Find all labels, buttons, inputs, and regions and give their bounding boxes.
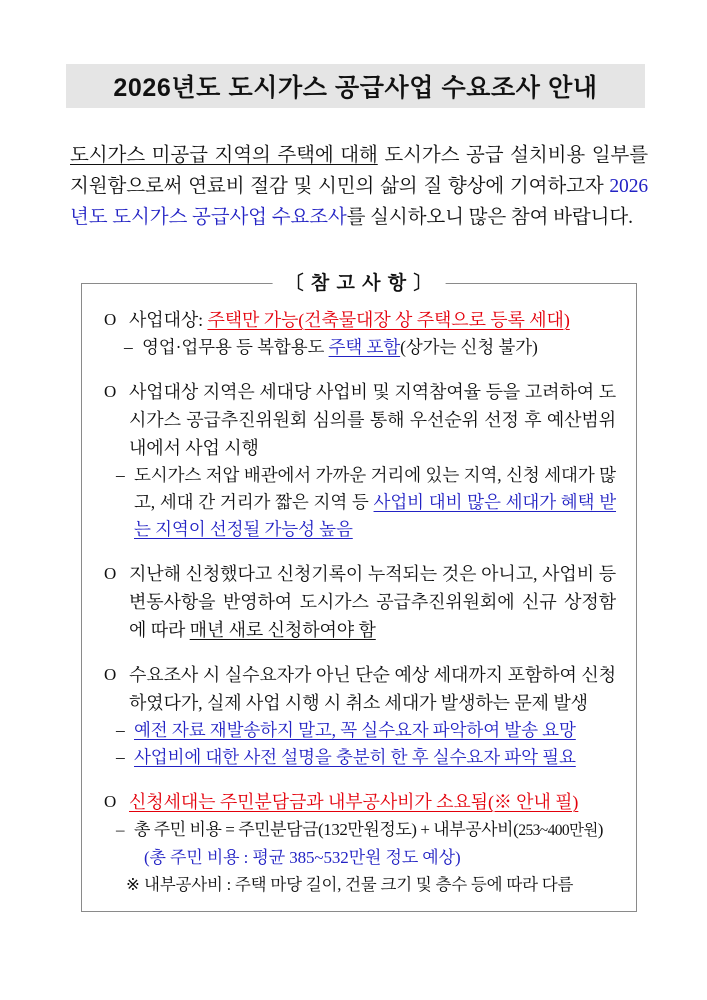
item-3-emphasis: 매년 새로 신청하여야 함 xyxy=(189,620,376,640)
list-item xyxy=(104,661,616,771)
item-1-sub-emphasis: 주택 포함 xyxy=(328,337,401,357)
item-5-cost-text-a: 총 주민 비용 = 주민분담금(132만원정도) + 내부공사비( xyxy=(134,820,519,839)
dash-marker-icon: – xyxy=(116,465,125,485)
reference-box-header: 〔 참 고 사 항 〕 xyxy=(273,268,446,295)
dash-marker-icon: – xyxy=(116,820,125,839)
dash-marker-icon: – xyxy=(124,337,133,357)
item-4-main xyxy=(104,661,616,717)
page-title-band xyxy=(66,64,645,108)
item-1-sub-pre: 영업·업무용 등 복합용도 xyxy=(142,337,329,357)
item-5-cost-range: 253~400만원 xyxy=(518,822,598,839)
item-5-average-post: 정도 예상) xyxy=(381,848,461,867)
intro-tail: 를 실시하오니 많은 참여 바랍니다. xyxy=(346,207,633,228)
item-5-cost-text-c: ) xyxy=(597,820,603,839)
bullet-circle-icon: O xyxy=(104,792,117,811)
item-2-sub-emphasis: 사업비 대비 많은 세대가 혜택 받는 지역이 선정될 가능성 높음 xyxy=(134,492,617,539)
reference-box xyxy=(81,273,637,912)
item-4-sub-2 xyxy=(104,744,616,771)
item-2-main xyxy=(104,378,616,462)
list-item xyxy=(104,788,616,898)
item-1-main xyxy=(104,306,616,334)
item-4-text: 수요조사 시 실수요자가 아닌 단순 예상 세대까지 포함하여 신청하였다가, 실제 사업 시행 시 취소 세대가 발생하는 문제 발생 xyxy=(129,665,616,713)
item-1-sub-post: (상가는 신청 불가) xyxy=(400,337,538,357)
item-4-sub-1-text: 예전 자료 재발송하지 말고, 꼭 실수요자 파악하여 발송 요망 xyxy=(134,720,576,740)
item-4-sub-1 xyxy=(104,717,616,744)
item-3-text: 지난해 신청했다고 신청기록이 누적되는 것은 아니고, 사업비 등 변동사항을 반영하여 도시가스 공급추진위원회에 신규 상정함에 따라 xyxy=(129,564,616,640)
intro-highlight-survey: 2026년도 도시가스 공급사업 수요조사 xyxy=(70,176,648,228)
list-item xyxy=(104,378,616,543)
item-2-sub-pre: 도시가스 저압 배관에서 가까운 거리에 있는 지역, 신청 세대가 많고, 세대 간 거리가 짧은 지역 등 xyxy=(134,465,616,512)
bullet-circle-icon: O xyxy=(104,310,117,329)
dash-marker-icon: – xyxy=(116,720,125,740)
reference-mark-icon: ※ xyxy=(126,875,140,894)
list-item xyxy=(104,306,616,361)
item-3-main xyxy=(104,560,616,644)
page-title: 2026년도 도시가스 공급사업 수요조사 안내 xyxy=(113,74,598,102)
intro-paragraph xyxy=(70,140,648,233)
intro-body: 도시가스 공급 설치비용 일부를 지원함으로써 연료비 절감 및 시민의 삶의 질 향상에 기여하고자 xyxy=(70,145,648,197)
item-5-cost-breakdown xyxy=(104,816,616,844)
item-5-note xyxy=(104,871,616,898)
item-4-sub-2-text: 사업비에 대한 사전 설명을 충분히 한 후 실수요자 파악 필요 xyxy=(134,747,576,767)
bullet-circle-icon: O xyxy=(104,382,117,401)
list-item xyxy=(104,560,616,644)
dash-marker-icon: – xyxy=(116,747,125,767)
item-1-emphasis: 주택만 가능(건축물대장 상 주택으로 등록 세대) xyxy=(207,310,570,330)
reference-box-content xyxy=(82,284,636,911)
intro-underlined-lead: 도시가스 미공급 지역의 주택에 대해 xyxy=(70,145,378,166)
item-5-note-text: 내부공사비 : 주택 마당 길이, 건물 크기 및 층수 등에 따라 다름 xyxy=(144,875,574,894)
item-2-sub xyxy=(104,462,616,543)
item-5-emphasis: 신청세대는 주민분담금과 내부공사비가 소요됨(※ 안내 필) xyxy=(129,792,579,812)
item-1-sub xyxy=(104,334,616,361)
bullet-circle-icon: O xyxy=(104,564,117,583)
item-5-main xyxy=(104,788,616,816)
bullet-circle-icon: O xyxy=(104,665,117,684)
item-5-average-amount: 385~532만원 xyxy=(289,848,382,867)
item-2-text: 사업대상 지역은 세대당 사업비 및 지역참여율 등을 고려하여 도시가스 공급추진위원회 심의를 통해 우선순위 선정 후 예산범위 내에서 사업 시행 xyxy=(129,382,616,458)
item-5-average-cost xyxy=(104,844,616,871)
item-1-label: 사업대상: xyxy=(129,310,208,330)
item-5-average-pre: (총 주민 비용 : 평균 xyxy=(144,848,290,867)
